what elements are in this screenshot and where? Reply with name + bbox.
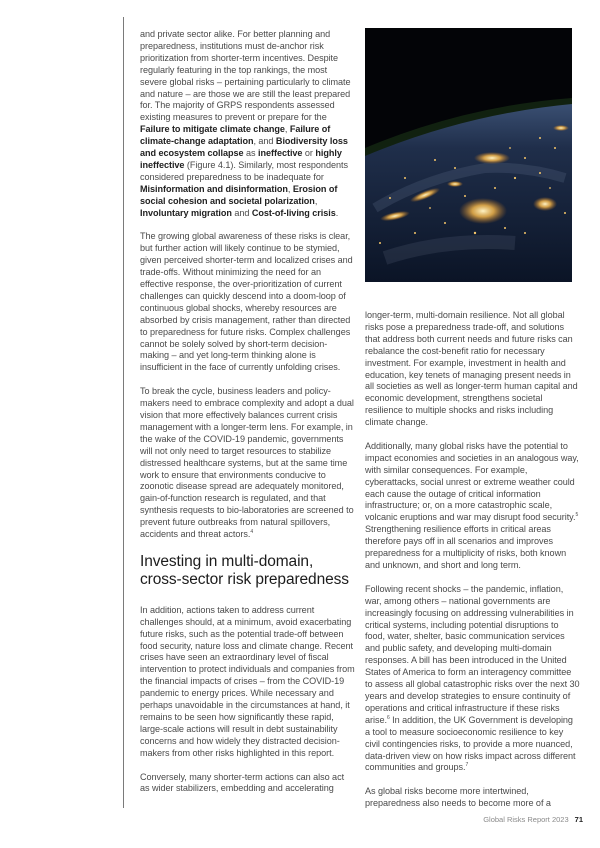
city-lights (459, 198, 507, 224)
paragraph: As global risks become more intertwined, preparedness also needs to become more of a (365, 786, 551, 809)
paragraph: To break the cycle, business leaders and policy-makers need to embrace complexity and adopt a dual vision that more effectively balances current crisis management with a longer-term lens. For example, in the wake of the COVID-19 pandemic, governments will not only need to target resources to stabilize distressed healthcare systems, but at the same time work to ensure that environments conducive to zoonotic disease spread are adequately monitored, gain-of-function research is regulated, and that synthesis requests to bio-laboratories are screened to prevent future outbreaks from natural spillovers, accidents and threat actors.$^4$ (140, 386, 354, 540)
footnote-ref[interactable]: 4 (250, 529, 254, 536)
left-column (140, 29, 355, 795)
footnote-ref[interactable]: 6 (386, 714, 390, 721)
footnote-ref[interactable]: 5 (575, 512, 579, 519)
paragraph: Following recent shocks – the pandemic, inflation, war, among others – national governments are increasingly focusing on addressing vulnerabilities in critical systems, including potential disruptions to food, water, shelter, basic communication services and public safety, and developing multi-domain responses. A bill has been introduced in the United States of America to form an interagency committee to assess all global catastrophic risks over the next 30 years and develop strategies to ensure continuity of operations and critical infrastructure if these risks arise.$^6$ In addition, the UK Government is developing a tool to measure socioeconomic resilience to key civil contingencies risks, to provide a more nuanced, data-driven view on how risks impact across different communities and groups.$^7$ (365, 583, 580, 773)
paragraph: longer-term, multi-domain resilience. Not all global risks pose a preparedness trade-off, and solutions that address both current needs and future risks can rebalance the cost-benefit ratio for necessary investment. For example, investment in health and education, key tenets of managing present needs in all societies as well as longer-term human capital and economic development, strengthens societal resilience to multiple shocks and risks including climate change. (365, 310, 578, 428)
rating-term: highly ineffective (140, 148, 342, 170)
paragraph: Additionally, many global risks have the potential to impact economies and societies in an analogous way, with similar consequences. For example, cyberattacks, social unrest or extreme weather could each cause the outage of critical information infrastructure; or, on a more catastrophic scale, volcanic eruptions and war may disrupt food security.$^5$ Strengthening resilience efforts in critical areas therefore pays off in all scenarios and improves preparedness for a multiplicity of risks, both known and unknown, and short and long term. (365, 440, 579, 571)
risk-term: Erosion of social cohesion and societal polarization (140, 183, 338, 206)
city-lights (533, 197, 557, 211)
margin-rule (123, 17, 124, 808)
page-footer (483, 815, 583, 824)
photo-graphic (365, 28, 572, 282)
paragraph: In addition, actions taken to address current challenges should, at a minimum, avoid exacerbating future risks, such as the potential trade-off between food security, nature loss and climate change. Recent crises have seen an extraordinary level of fiscal intervention to protect individuals and companies from the financial impacts of crises – from the COVID-19 pandemic to energy prices. While necessary and perhaps unavoidable in the circumstances at hand, it remains to be seen how significantly these rapid, large-scale actions will result in debt sustainability concerns and how widely they distracted decision-makers from other risks highlighted in this report. (140, 604, 355, 758)
paragraph: and private sector alike. For better planning and preparedness, institutions must de-anchor risk prioritization from shorter-term incentives. Despite regularly featuring in the top rankings, the most severe global risks – pertaining particularly to climate and nature – are those we are still the least prepared for. The majority of GRPS respondents assessed existing measures to prevent or prepare for the Failure to mitigate climate change, Failure of climate-change adaptation, and Biodiversity loss and ecosystem collapse as ineffective or highly ineffective (Figure 4.1). Similarly, most respondents considered preparedness to be inadequate for Misinformation and disinformation, Erosion of social cohesion and societal polarization, Involuntary migration and Cost-of-living crisis. (140, 29, 351, 218)
risk-term: Failure to mitigate climate change (140, 124, 285, 135)
risk-term: Misinformation and disinformation (140, 183, 288, 194)
page-number: 71 (574, 815, 583, 824)
report-title: Global Risks Report 2023 (483, 815, 569, 824)
risk-term: Cost-of-living crisis (251, 207, 336, 218)
risk-term: Biodiversity loss and ecosystem collapse (140, 136, 348, 159)
city-lights (474, 152, 510, 164)
footnote-ref[interactable]: 7 (465, 762, 469, 769)
rating-term: ineffective (258, 148, 303, 159)
section-heading: Investing in multi-domain, cross-sector risk preparedness (140, 552, 349, 588)
city-lights (447, 181, 463, 187)
right-column (365, 310, 580, 810)
city-lights (553, 125, 569, 131)
risk-term: Failure of climate-change adaptation (140, 124, 331, 147)
earth-at-night-photo (365, 28, 572, 282)
paragraph: Conversely, many shorter-term actions can also act as wider stabilizers, embedding and accelerating (140, 771, 345, 794)
paragraph: The growing global awareness of these risks is clear, but further action will likely continue to be stymied, given perceived shorter-term and localized crises and trade-offs. Without minimizing the need for an effective response, the over-prioritization of current challenges can quickly descend into a doom-loop of continuous global shocks, whereby resources are absorbed by crisis management, rather than directed to preparedness for future risks. Complex challenges cannot be solely solved by short-term decision-making – and yet long-term thinking alone is insufficient in the face of currently unfolding crises. (140, 231, 353, 373)
risk-term: Involuntary migration (140, 207, 232, 218)
